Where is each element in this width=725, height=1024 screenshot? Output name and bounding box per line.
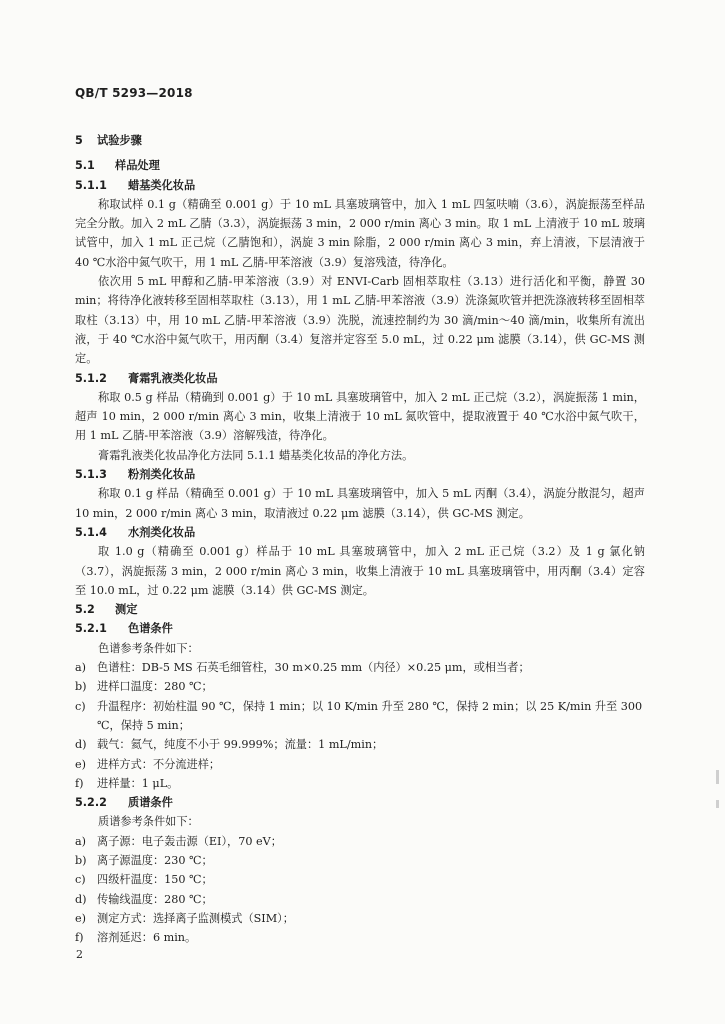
section-5-2-heading [75, 600, 645, 619]
section-5-1-heading [75, 156, 645, 175]
section-number: 5.2.2 [75, 796, 107, 810]
list-item-text: 测定方式：选择离子监测模式（SIM）； [97, 911, 294, 925]
list-item-label: a) [75, 661, 87, 675]
list-item-text: 升温程序：初始柱温 90 ℃，保持 1 min；以 10 K/min 升至 280 ℃，保持 2 min；以 25 K/min 升至 300 ℃，保持 5 min； [97, 699, 643, 732]
section-5-2-1-heading [75, 619, 645, 638]
section-title: 试验步骤 [97, 134, 142, 147]
list-item-label: d) [75, 892, 87, 906]
document-body [75, 131, 645, 947]
section-5-2-2-heading [75, 793, 645, 812]
section-number: 5.1.1 [75, 178, 107, 192]
paragraph: 称取 0.5 g 样品（精确到 0.001 g）于 10 mL 具塞玻璃管中，加入 2 mL 正己烷（3.2），涡旋振荡 1 min，超声 10 min，2 000 r/min 离心 3 min，收集上清液于 10 mL 氮吹管中，提取液置于 40 ℃水浴中氮气吹干，用 1 mL 乙腈-甲苯溶液（3.9）溶解残渣，待净化。 [75, 390, 645, 443]
list-item-text: 载气：氦气，纯度不小于 99.999%；流量：1 mL/min； [97, 738, 384, 752]
list-item-label: a) [75, 834, 87, 848]
list-item-label: c) [75, 699, 86, 713]
list-item [75, 658, 645, 677]
list-intro: 质谱参考条件如下： [98, 815, 199, 829]
list-item [75, 928, 645, 947]
section-title: 质谱条件 [128, 796, 173, 810]
section-number: 5 [75, 134, 83, 147]
list-intro: 色谱参考条件如下： [98, 641, 199, 655]
section-5-1-2-heading [75, 369, 645, 388]
section-title: 样品处理 [115, 159, 160, 173]
paragraph: 称取试样 0.1 g（精确至 0.001 g）于 10 mL 具塞玻璃管中，加入 1 mL 四氢呋喃（3.6），涡旋振荡至样品完全分散。加入 2 mL 乙腈（3.3），涡旋振荡 3 min，2 000 r/min 离心 3 min。取 1 mL 上清液于 10 mL 玻璃试管中，加入 1 mL 正己烷（乙腈饱和），涡旋 3 min 除脂，2 000 r/min 离心 3 min，弃上清液，下层清液于 40 ℃水浴中氮气吹干，用 1 mL 乙腈-甲苯溶液（3.9）复溶残渣，待净化。 [75, 197, 645, 269]
list-item [75, 735, 645, 754]
section-5-1-1-heading [75, 176, 645, 195]
list-item [75, 909, 645, 928]
list-item-text: 进样方式：不分流进样； [97, 757, 221, 771]
list-item-text: 溶剂延迟：6 min。 [97, 931, 197, 945]
chromatography-conditions-list [75, 658, 645, 793]
list-item [75, 774, 645, 793]
list-item [75, 697, 645, 736]
section-number: 5.1 [75, 159, 95, 173]
section-5-1-4-heading [75, 523, 645, 542]
list-item-label: f) [75, 931, 84, 945]
section-number: 5.2 [75, 603, 95, 617]
standard-code: QB/T 5293—2018 [75, 86, 193, 100]
section-title: 色谱条件 [128, 622, 173, 636]
section-title: 水剂类化妆品 [128, 525, 196, 539]
list-item [75, 677, 645, 696]
list-item-label: e) [75, 911, 86, 925]
section-number: 5.2.1 [75, 622, 107, 636]
page-number: 2 [76, 948, 83, 961]
list-item-text: 进样量：1 μL。 [97, 776, 179, 790]
list-item-text: 进样口温度：280 ℃； [97, 680, 213, 694]
list-item-label: b) [75, 853, 87, 867]
list-item [75, 851, 645, 870]
list-item-label: f) [75, 776, 84, 790]
list-item-label: d) [75, 738, 87, 752]
section-title: 膏霜乳液类化妆品 [128, 371, 218, 385]
mass-spec-conditions-list [75, 832, 645, 948]
scan-edge-mark [716, 770, 719, 784]
section-title: 测定 [115, 603, 138, 617]
list-item-text: 传输线温度：280 ℃； [97, 892, 213, 906]
list-item [75, 890, 645, 909]
paragraph: 膏霜乳液类化妆品净化方法同 5.1.1 蜡基类化妆品的净化方法。 [98, 448, 414, 462]
paragraph: 称取 0.1 g 样品（精确至 0.001 g）于 10 mL 具塞玻璃管中，加入 5 mL 丙酮（3.4），涡旋分散混匀，超声 10 min，2 000 r/min 离心 3 min，取清液过 0.22 μm 滤膜（3.14），供 GC-MS 测定。 [75, 487, 645, 520]
list-item-label: e) [75, 757, 86, 771]
list-item [75, 832, 645, 851]
list-item-text: 离子源：电子轰击源（EI），70 eV； [97, 834, 282, 848]
section-number: 5.1.4 [75, 525, 107, 539]
section-5-heading [75, 131, 645, 150]
list-item-label: c) [75, 873, 86, 887]
scan-edge-mark [716, 800, 719, 808]
section-number: 5.1.2 [75, 371, 107, 385]
section-number: 5.1.3 [75, 468, 107, 482]
section-5-1-3-heading [75, 465, 645, 484]
list-item-text: 四级杆温度：150 ℃； [97, 873, 213, 887]
paragraph: 依次用 5 mL 甲醇和乙腈-甲苯溶液（3.9）对 ENVI-Carb 固相萃取柱（3.13）进行活化和平衡，静置 30 min；将待净化液转移至固相萃取柱（3.13），用 1 mL 乙腈-甲苯溶液（3.9）洗涤氮吹管并把洗涤液转移至固相萃取柱（3.13）中，用 10 mL 乙腈-甲苯溶液（3.9）洗脱，流速控制约为 30 滴/min～40 滴/min，收集所有流出液，于 40 ℃水浴中氮气吹干，用丙酮（3.4）复溶并定容至 5.0 mL，过 0.22 μm 滤膜（3.14），供 GC-MS 测定。 [75, 275, 645, 366]
list-item-label: b) [75, 680, 87, 694]
list-item [75, 755, 645, 774]
list-item-text: 离子源温度：230 ℃； [97, 853, 213, 867]
section-title: 蜡基类化妆品 [128, 178, 196, 192]
list-item-text: 色谱柱：DB-5 MS 石英毛细管柱，30 m×0.25 mm（内径）×0.25 μm，或相当者； [97, 661, 530, 675]
section-title: 粉剂类化妆品 [128, 468, 196, 482]
paragraph: 取 1.0 g（精确至 0.001 g）样品于 10 mL 具塞玻璃管中，加入 2 mL 正己烷（3.2）及 1 g 氯化钠（3.7），涡旋振荡 3 min，2 000 r/min 离心 3 min，收集上清液于 10 mL 具塞玻璃管中，用丙酮（3.4）定容至 10.0 mL，过 0.22 μm 滤膜（3.14）供 GC-MS 测定。 [75, 545, 645, 597]
list-item [75, 870, 645, 889]
